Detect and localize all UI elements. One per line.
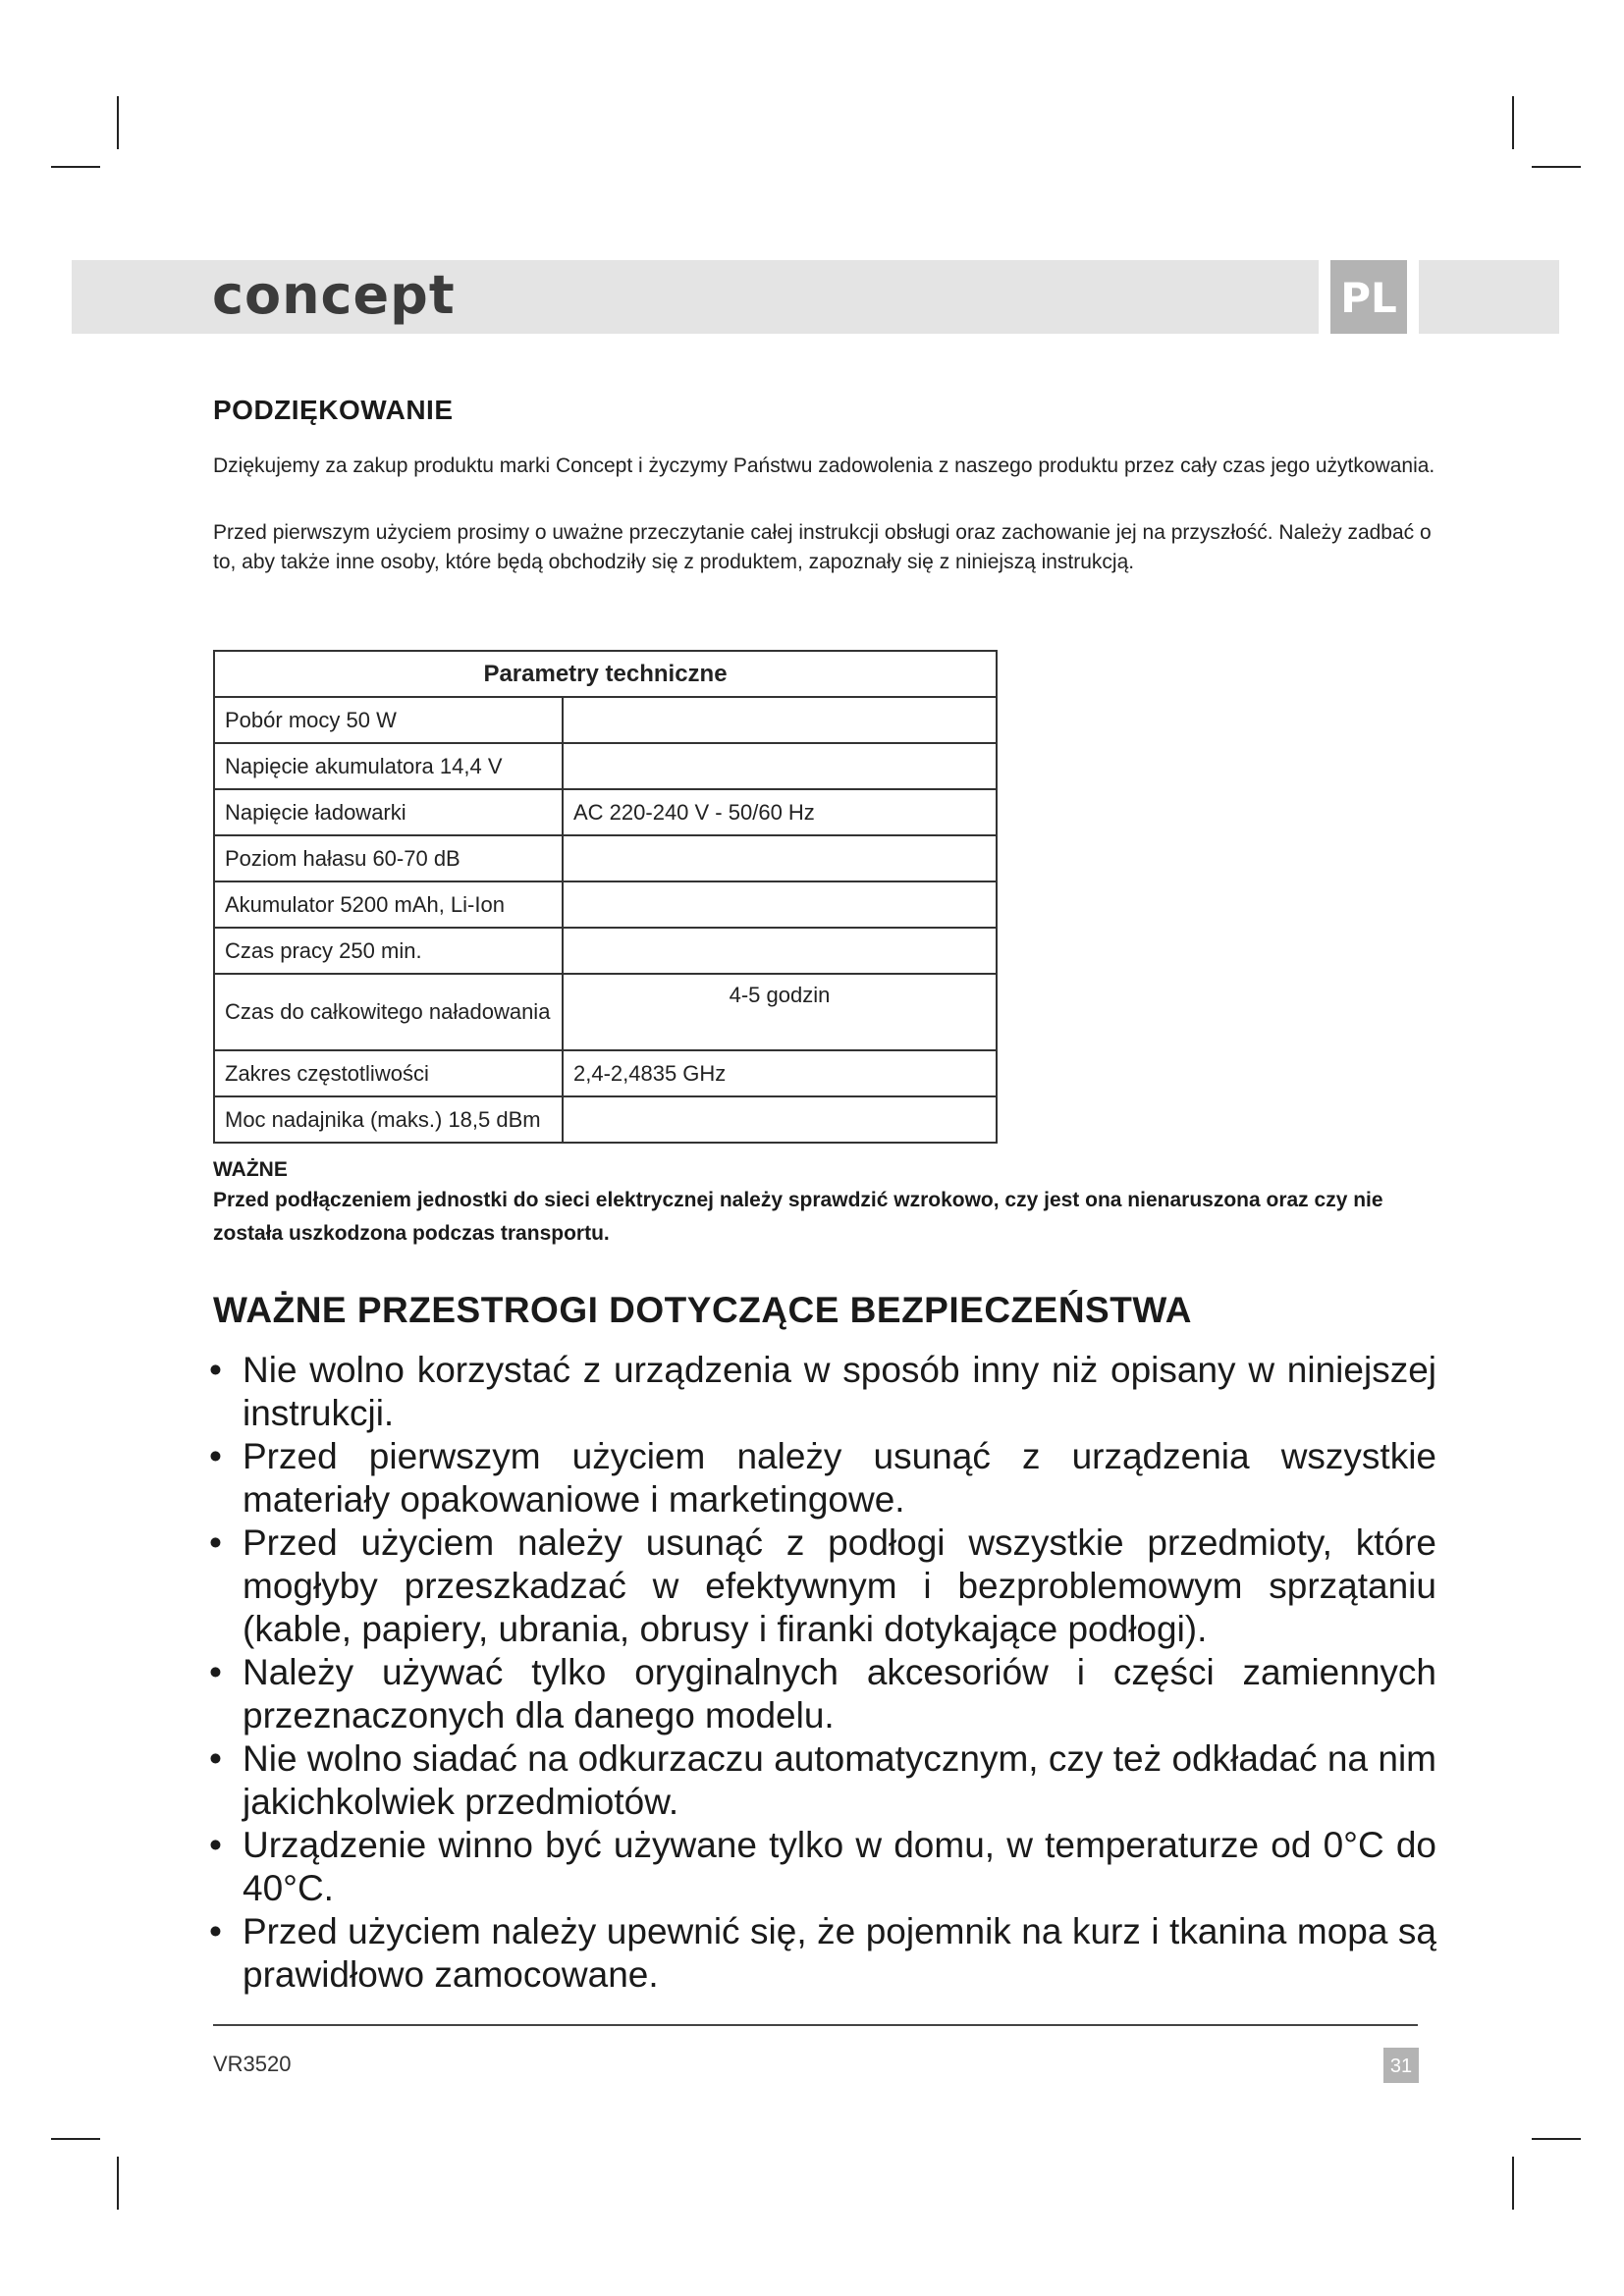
list-item-text: Nie wolno siadać na odkurzaczu automatycznym, czy też odkładać na nim jakichkolwiek przedmiotów. — [243, 1738, 1436, 1822]
spec-label-cell — [214, 974, 563, 1050]
intro-title: PODZIĘKOWANIE — [213, 395, 454, 425]
spec-cell-combined — [214, 697, 563, 743]
spec-value: 250 min. — [339, 937, 422, 963]
table-row — [214, 789, 997, 835]
list-item-text: Przed użyciem należy usunąć z podłogi wszystkie przedmioty, które mogłyby przeszkadzać w efektywnym i bezproblemowym sprzątaniu (kable, papiery, ubrania, obrusy i firanki dotykające podłogi). — [243, 1522, 1436, 1649]
important-text: Przed podłączeniem jednostki do sieci elektrycznej należy sprawdzić wzrokowo, czy jest ona nienaruszona oraz czy nie została uszkodzona podczas transportu. — [213, 1189, 1383, 1245]
list-item — [209, 1910, 1436, 1997]
list-item — [209, 1435, 1436, 1522]
footer-divider — [213, 2024, 1418, 2026]
crop-mark — [1532, 166, 1581, 168]
bullet-icon: • — [209, 1738, 222, 1779]
spec-value: 18,5 dBm — [448, 1106, 541, 1132]
bullet-icon: • — [209, 1350, 222, 1390]
spec-value: 60-70 dB — [372, 845, 460, 871]
spec-empty-cell — [563, 835, 997, 881]
spec-label: Akumulator — [225, 891, 335, 917]
bullet-icon: • — [209, 1911, 222, 1951]
crop-mark — [51, 166, 100, 168]
spec-empty-cell — [563, 928, 997, 974]
table-row — [214, 697, 997, 743]
spec-label: Poziom hałasu — [225, 845, 367, 871]
spec-value: 2,4-2,4835 GHz — [573, 1060, 727, 1086]
crop-mark — [117, 2157, 119, 2210]
bullet-icon: • — [209, 1652, 222, 1692]
spec-value: 14,4 V — [439, 753, 503, 778]
spec-cell-combined — [214, 835, 563, 881]
spec-label: Napięcie ładowarki — [225, 799, 406, 825]
list-item-text: Urządzenie winno być używane tylko w domu, w temperaturze od 0°C do 40°C. — [243, 1825, 1436, 1908]
spec-label: Czas pracy — [225, 937, 334, 963]
table-row — [214, 928, 997, 974]
bullet-icon: • — [209, 1825, 222, 1865]
spec-value: 50 W — [346, 707, 397, 732]
bullet-icon: • — [209, 1522, 222, 1563]
header-band-right — [1419, 260, 1559, 334]
specs-table — [213, 650, 998, 1144]
crop-mark — [51, 2138, 100, 2140]
list-item-text: Należy używać tylko oryginalnych akcesoriów i części zamiennych przeznaczonych dla danego modelu. — [243, 1652, 1436, 1735]
table-row — [214, 1050, 997, 1096]
spec-empty-cell — [563, 881, 997, 928]
crop-mark — [1532, 2138, 1581, 2140]
crop-mark — [1512, 96, 1514, 149]
language-tab: PL — [1330, 260, 1407, 334]
spec-value: 5200 mAh, Li-Ion — [340, 891, 505, 917]
safety-title: WAŻNE PRZESTROGI DOTYCZĄCE BEZPIECZEŃSTWA — [213, 1290, 1192, 1330]
bullet-icon: • — [209, 1436, 222, 1476]
intro-paragraph: Dziękujemy za zakup produktu marki Concept i życzymy Państwu zadowolenia z naszego produktu przez cały czas jego użytkowania. — [213, 454, 1435, 477]
spec-label: Zakres częstotliwości — [225, 1060, 429, 1086]
crop-mark — [1512, 2157, 1514, 2210]
list-item — [209, 1824, 1436, 1910]
important-label: WAŻNE — [213, 1158, 288, 1181]
spec-value-cell — [563, 1050, 997, 1096]
table-row — [214, 974, 997, 1050]
list-item-text: Przed pierwszym użyciem należy usunąć z urządzenia wszystkie materiały opakowaniowe i marketingowe. — [243, 1436, 1436, 1520]
list-item — [209, 1522, 1436, 1651]
safety-list — [209, 1349, 1436, 1997]
model-number: VR3520 — [213, 2052, 292, 2076]
page-number: 31 — [1383, 2048, 1419, 2083]
spec-value: AC 220-240 V - 50/60 Hz — [573, 799, 815, 825]
list-item — [209, 1737, 1436, 1824]
intro-paragraph: Przed pierwszym użyciem prosimy o uważne przeczytanie całej instrukcji obsługi oraz zachowanie jej na przyszłość. Należy zadbać o to, aby także inne osoby, które będą obchodziły się z produktem, zapoznały się z niniejszą instrukcją. — [213, 521, 1432, 573]
table-row — [214, 743, 997, 789]
spec-empty-cell — [563, 697, 997, 743]
specs-title: Parametry techniczne — [214, 651, 997, 697]
specs-header-row — [214, 651, 997, 697]
spec-value-cell — [563, 789, 997, 835]
spec-value-cell — [563, 974, 997, 1050]
spec-empty-cell — [563, 743, 997, 789]
brand-logo: concept — [212, 264, 456, 326]
spec-label: Pobór mocy — [225, 707, 341, 732]
spec-cell-combined — [214, 928, 563, 974]
spec-label-cell — [214, 789, 563, 835]
spec-label: Moc nadajnika (maks.) — [225, 1106, 443, 1132]
table-row — [214, 881, 997, 928]
spec-empty-cell — [563, 1096, 997, 1143]
spec-cell-combined — [214, 881, 563, 928]
list-item-text: Przed użyciem należy upewnić się, że pojemnik na kurz i tkanina mopa są prawidłowo zamocowane. — [243, 1911, 1436, 1995]
spec-cell-combined — [214, 743, 563, 789]
spec-label: Czas do całkowitego naładowania — [225, 999, 551, 1024]
table-row — [214, 1096, 997, 1143]
spec-label: Napięcie akumulatora — [225, 753, 434, 778]
spec-label-cell — [214, 1050, 563, 1096]
list-item — [209, 1651, 1436, 1737]
table-row — [214, 835, 997, 881]
crop-mark — [117, 96, 119, 149]
list-item-text: Nie wolno korzystać z urządzenia w sposób inny niż opisany w niniejszej instrukcji. — [243, 1350, 1436, 1433]
spec-value: 4-5 godzin — [729, 983, 831, 1007]
spec-cell-combined — [214, 1096, 563, 1143]
list-item — [209, 1349, 1436, 1435]
